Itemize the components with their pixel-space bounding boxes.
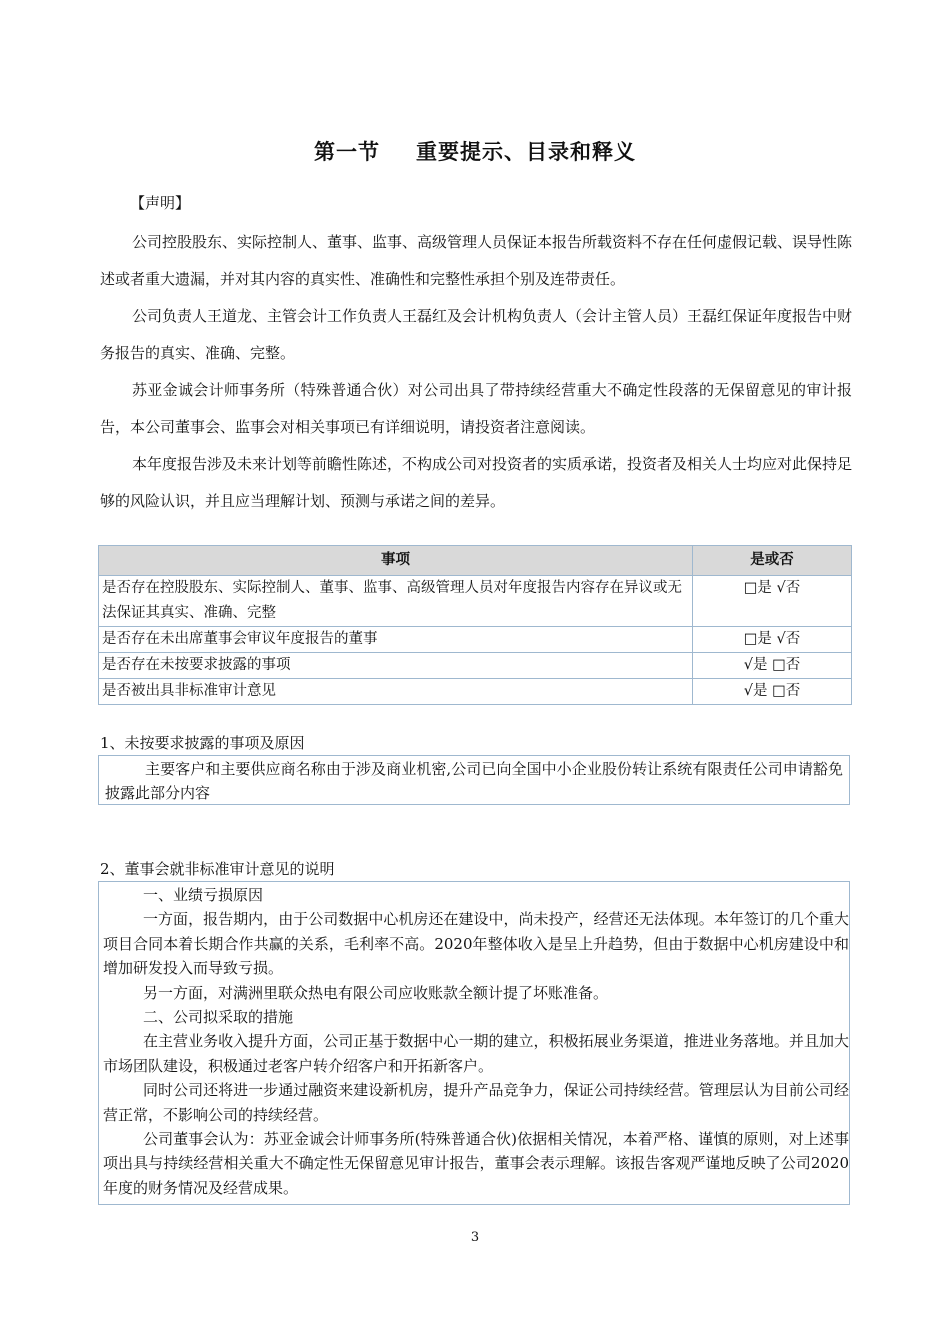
section2-paragraph-5: 在主营业务收入提升方面，公司正基于数据中心一期的建立，积极拓展业务渠道，推进业务落地。并且加大市场团队建设，积极通过老客户转介绍客户和开拓新客户。	[103, 1032, 849, 1075]
table-row	[99, 653, 852, 679]
header-answer: 是或否	[693, 546, 852, 576]
section1-box	[98, 755, 850, 805]
declaration-paragraph-2: 公司负责人王道龙、主管会计工作负责人王磊红及会计机构负责人（会计主管人员）王磊红保证年度报告中财务报告的真实、准确、完整。	[100, 307, 853, 362]
table-row	[99, 576, 852, 627]
declaration-paragraph-1: 公司控股股东、实际控制人、董事、监事、高级管理人员保证本报告所载资料不存在任何虚假记载、误导性陈述或者重大遗漏，并对其内容的真实性、准确性和完整性承担个别及连带责任。	[100, 233, 853, 288]
section2-box	[98, 881, 850, 1205]
row-item: 是否被出具非标准审计意见	[99, 679, 693, 705]
section1-label: 1、未按要求披露的事项及原因	[100, 734, 305, 752]
section-title	[0, 136, 950, 166]
page-number: 3	[470, 1230, 480, 1245]
section1-text: 主要客户和主要供应商名称由于涉及商业机密,公司已向全国中小企业股份转让系统有限责任公司申请豁免披露此部分内容	[105, 760, 843, 802]
row-item: 是否存在未按要求披露的事项	[99, 653, 693, 679]
row-answer: √是 □否	[693, 653, 852, 679]
section2-paragraph-3: 另一方面，对满洲里联众热电有限公司应收账款全额计提了坏账准备。	[143, 983, 609, 1002]
table-header-row	[99, 546, 852, 576]
table-row	[99, 679, 852, 705]
matters-table	[98, 545, 852, 705]
header-item: 事项	[99, 546, 693, 576]
row-item: 是否存在控股股东、实际控制人、董事、监事、高级管理人员对年度报告内容存在异议或无法保证其真实、准确、完整	[99, 576, 693, 627]
row-answer: □是 √否	[693, 576, 852, 627]
row-answer: √是 □否	[693, 679, 852, 705]
section-name: 重要提示、目录和释义	[416, 140, 636, 164]
declaration-paragraph-3: 苏亚金诚会计师事务所（特殊普通合伙）对公司出具了带持续经营重大不确定性段落的无保留意见的审计报告，本公司董事会、监事会对相关事项已有详细说明，请投资者注意阅读。	[100, 381, 852, 436]
section2-paragraph-6: 同时公司还将进一步通过融资来建设新机房，提升产品竞争力，保证公司持续经营。管理层认为目前公司经营正常，不影响公司的持续经营。	[103, 1081, 849, 1124]
section2-label: 2、董事会就非标准审计意见的说明	[100, 860, 335, 878]
declaration-paragraph-4: 本年度报告涉及未来计划等前瞻性陈述，不构成公司对投资者的实质承诺，投资者及相关人士均应对此保持足够的风险认识，并且应当理解计划、预测与承诺之间的差异。	[100, 455, 853, 510]
row-answer: □是 √否	[693, 627, 852, 653]
declaration-heading: 【声明】	[130, 194, 191, 212]
section2-paragraph-4: 二、公司拟采取的措施	[143, 1008, 294, 1027]
section2-paragraph-7: 公司董事会认为：苏亚金诚会计师事务所(特殊普通合伙)依据相关情况，本着严格、谨慎的原则，对上述事项出具与持续经营相关重大不确定性无保留意见审计报告，董事会表示理解。该报告客观严谨地反映了公司2020年度的财务情况及经营成果。	[103, 1130, 849, 1197]
section2-paragraph-1: 一、业绩亏损原因	[143, 886, 264, 904]
section-number: 第一节	[314, 140, 380, 164]
row-item: 是否存在未出席董事会审议年度报告的董事	[99, 627, 693, 653]
section2-paragraph-2: 一方面，报告期内，由于公司数据中心机房还在建设中，尚未投产，经营还无法体现。本年签订的几个重大项目合同本着长期合作共赢的关系，毛利率不高。2020年整体收入是呈上升趋势，但由于数据中心机房建设中和增加研发投入而导致亏损。	[103, 910, 849, 978]
table-row	[99, 627, 852, 653]
